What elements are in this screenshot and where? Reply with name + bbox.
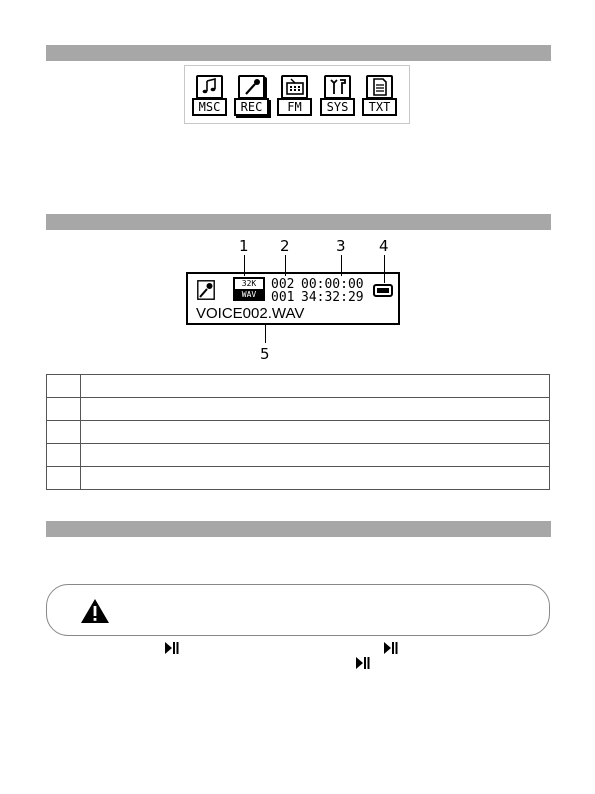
- microphone-icon: [197, 280, 215, 300]
- menu-item-text[interactable]: [362, 75, 397, 117]
- menu-item-label: TXT: [362, 98, 397, 116]
- table-cell: [81, 398, 550, 421]
- table-cell: [47, 375, 81, 398]
- menu-item-label: MSC: [192, 98, 227, 116]
- menu-item-music[interactable]: [192, 75, 227, 117]
- callout-number: 2: [280, 237, 290, 255]
- remaining-time: 34:32:29: [301, 290, 364, 305]
- recording-filename: VOICE002.WAV: [196, 305, 305, 322]
- play-pause-icon: [356, 657, 370, 669]
- legend-table: [46, 374, 550, 490]
- callout-number: 5: [260, 345, 270, 363]
- table-cell: [81, 375, 550, 398]
- section-header-bar: [46, 521, 551, 537]
- callout-number: 1: [239, 237, 249, 255]
- table-row: [47, 421, 550, 444]
- table-cell: [47, 421, 81, 444]
- table-cell: [47, 467, 81, 490]
- warning-box: [46, 584, 550, 636]
- table-cell: [81, 467, 550, 490]
- callout-number: 4: [379, 237, 389, 255]
- table-row: [47, 398, 550, 421]
- section-header-bar: [46, 214, 551, 230]
- play-pause-icon: [165, 642, 179, 654]
- warning-triangle-icon: [79, 597, 111, 625]
- total-files: 001: [271, 290, 295, 305]
- menu-item-label: SYS: [320, 98, 355, 116]
- bitrate-format-badge: [233, 277, 265, 301]
- menu-item-radio[interactable]: [277, 75, 312, 117]
- table-cell: [47, 398, 81, 421]
- format-label: WAV: [235, 290, 263, 300]
- table-row: [47, 444, 550, 467]
- callout-number: 3: [336, 237, 346, 255]
- menu-item-label: REC: [234, 98, 269, 116]
- bitrate-label: 32K: [235, 279, 263, 290]
- table-cell: [81, 444, 550, 467]
- play-pause-icon: [384, 642, 398, 654]
- file-number: 002: [271, 277, 295, 292]
- document-icon: [366, 75, 393, 99]
- menu-item-system[interactable]: [320, 75, 355, 117]
- section-header-bar: [46, 45, 551, 61]
- microphone-icon: [238, 75, 265, 99]
- menu-item-record[interactable]: [234, 75, 269, 117]
- callout-line: [265, 323, 266, 343]
- table-row: [47, 467, 550, 490]
- table-cell: [81, 421, 550, 444]
- battery-icon: [373, 284, 393, 297]
- table-row: [47, 375, 550, 398]
- radio-icon: [281, 75, 308, 99]
- tools-icon: [324, 75, 351, 99]
- elapsed-time: 00:00:00: [301, 277, 364, 292]
- menu-item-label: FM: [277, 98, 312, 116]
- table-cell: [47, 444, 81, 467]
- main-menu-strip: [184, 65, 410, 124]
- music-note-icon: [196, 75, 223, 99]
